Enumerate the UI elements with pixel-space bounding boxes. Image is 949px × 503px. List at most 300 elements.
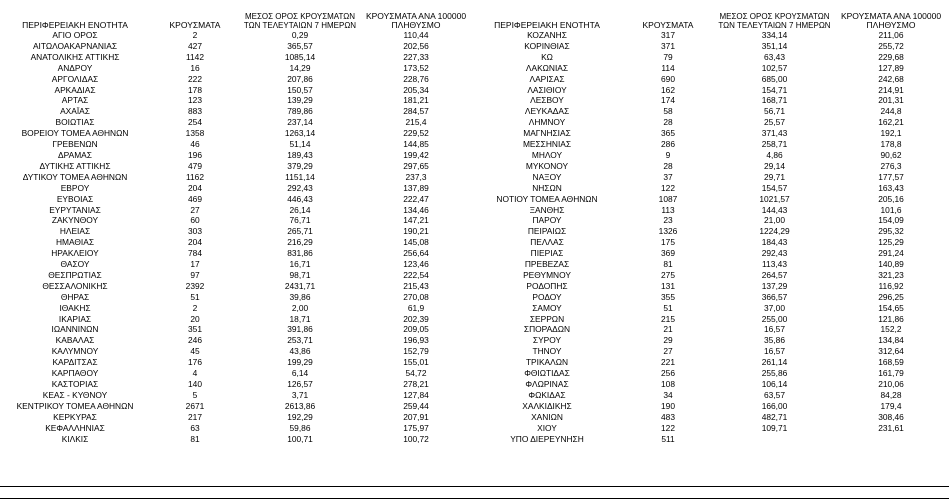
table-row bbox=[472, 248, 947, 259]
header-cases: ΚΡΟΥΣΜΑΤΑ bbox=[169, 20, 221, 30]
table-row bbox=[472, 270, 947, 281]
cell-cases: 1358 bbox=[185, 128, 205, 139]
cell-avg-7-days: 189,43 bbox=[287, 149, 313, 160]
cell-avg-7-days: 264,57 bbox=[761, 269, 788, 280]
table-row bbox=[0, 368, 472, 379]
cell-region: ΘΑΣΟΥ bbox=[60, 259, 90, 270]
cell-per-100k: 222,47 bbox=[403, 193, 429, 204]
cell-per-100k: 154,65 bbox=[878, 302, 904, 313]
table-row bbox=[0, 401, 472, 412]
cell-region: ΠΑΡΟΥ bbox=[532, 215, 562, 226]
cell-per-100k: 215,43 bbox=[403, 280, 429, 291]
table-row bbox=[472, 357, 947, 368]
cell-cases: 286 bbox=[661, 139, 675, 150]
cell-cases: 4 bbox=[192, 368, 198, 379]
cell-per-100k: 270,08 bbox=[403, 291, 429, 302]
cell-region: ΦΘΙΩΤΙΔΑΣ bbox=[524, 368, 570, 379]
cell-cases: 355 bbox=[661, 291, 675, 302]
cell-cases: 365 bbox=[661, 128, 675, 139]
cell-per-100k: 210,06 bbox=[878, 379, 904, 389]
cell-cases: 351 bbox=[188, 324, 202, 335]
table-row bbox=[0, 335, 472, 346]
cell-region: ΣΥΡΟΥ bbox=[532, 335, 562, 346]
cell-per-100k: 54,72 bbox=[405, 368, 427, 379]
cell-avg-7-days: 35,86 bbox=[764, 335, 785, 346]
cell-per-100k: 201,31 bbox=[878, 95, 904, 106]
cell-per-100k: 255,72 bbox=[878, 40, 904, 51]
cell-region: ΜΗΛΟΥ bbox=[531, 149, 563, 160]
table-row bbox=[0, 95, 472, 106]
table-row bbox=[472, 74, 947, 85]
cell-region: ΔΥΤΙΚΗΣ ΑΤΤΙΚΗΣ bbox=[39, 160, 111, 171]
cell-cases: 176 bbox=[188, 357, 202, 368]
table-row bbox=[0, 346, 472, 357]
cell-avg-7-days: 137,29 bbox=[761, 280, 788, 291]
cell-per-100k: 214,91 bbox=[878, 84, 904, 95]
cell-avg-7-days: 1263,14 bbox=[284, 128, 316, 139]
cell-region: ΛΗΜΝΟΥ bbox=[528, 117, 566, 128]
cell-cases: 45 bbox=[190, 346, 200, 357]
table-row bbox=[0, 85, 472, 96]
cell-cases: 5 bbox=[192, 389, 198, 400]
cell-region: ΧΙΟΥ bbox=[537, 422, 557, 433]
cell-region: ΖΑΚΥΝΘΟΥ bbox=[51, 215, 99, 226]
cell-region: ΑΡΓΟΛΙΔΑΣ bbox=[51, 73, 99, 84]
bottom-rule bbox=[0, 498, 949, 499]
cell-per-100k: 237,3 bbox=[405, 171, 427, 182]
cell-per-100k: 147,21 bbox=[403, 215, 429, 226]
cell-region: ΜΑΓΝΗΣΙΑΣ bbox=[523, 128, 571, 139]
cell-region: ΑΡΤΑΣ bbox=[61, 95, 89, 106]
right-table-section bbox=[472, 4, 947, 444]
cell-cases: 60 bbox=[190, 215, 200, 226]
table-row bbox=[0, 205, 472, 216]
cell-cases: 483 bbox=[661, 411, 675, 422]
cell-cases: 256 bbox=[661, 368, 675, 379]
cell-per-100k: 308,46 bbox=[878, 411, 904, 422]
cell-region: ΠΡΕΒΕΖΑΣ bbox=[524, 259, 570, 270]
table-row bbox=[0, 270, 472, 281]
cell-cases: 17 bbox=[190, 259, 200, 270]
cell-per-100k: 145,08 bbox=[403, 237, 429, 248]
cell-avg-7-days: 98,71 bbox=[289, 269, 311, 280]
table-row bbox=[0, 41, 472, 52]
table-row bbox=[472, 390, 947, 401]
cell-per-100k: 295,32 bbox=[878, 226, 904, 237]
cell-region: ΕΒΡΟΥ bbox=[60, 182, 90, 193]
cell-cases: 2 bbox=[192, 30, 198, 40]
cell-region: ΛΑΡΙΣΑΣ bbox=[529, 73, 565, 84]
cell-cases: 217 bbox=[188, 411, 202, 422]
table-row bbox=[0, 303, 472, 314]
cell-avg-7-days: 446,43 bbox=[287, 193, 313, 204]
cell-avg-7-days: 685,00 bbox=[761, 73, 788, 84]
cell-avg-7-days: 292,43 bbox=[287, 182, 313, 193]
cell-avg-7-days: 25,57 bbox=[764, 117, 785, 128]
cell-region: ΚΕΑΣ - ΚΥΘΝΟΥ bbox=[42, 389, 108, 400]
cell-cases: 1087 bbox=[658, 193, 678, 204]
cell-per-100k: 163,43 bbox=[878, 182, 904, 193]
cell-cases: 275 bbox=[661, 269, 675, 280]
table-row bbox=[472, 139, 947, 150]
cell-region: ΝΟΤΙΟΥ ΤΟΜΕΑ ΑΘΗΝΩΝ bbox=[496, 193, 598, 204]
cell-region: ΝΗΣΩΝ bbox=[532, 182, 562, 193]
table-row bbox=[472, 401, 947, 412]
table-row bbox=[472, 237, 947, 248]
cell-cases: 190 bbox=[661, 400, 675, 411]
table-row bbox=[0, 63, 472, 74]
table-row bbox=[472, 226, 947, 237]
cell-region: ΛΑΚΩΝΙΑΣ bbox=[525, 62, 569, 73]
cell-per-100k: 291,24 bbox=[878, 248, 904, 259]
cell-per-100k: 192,1 bbox=[880, 128, 902, 139]
cell-cases: 317 bbox=[661, 30, 675, 40]
cell-cases: 196 bbox=[188, 149, 202, 160]
cell-per-100k: 244,8 bbox=[880, 106, 902, 117]
table-row bbox=[0, 172, 472, 183]
cell-avg-7-days: 139,29 bbox=[287, 95, 313, 106]
cell-region: ΗΜΑΘΙΑΣ bbox=[55, 237, 95, 248]
cell-avg-7-days: 168,71 bbox=[761, 95, 788, 106]
cell-per-100k: 121,86 bbox=[878, 313, 904, 324]
cell-avg-7-days: 154,57 bbox=[761, 182, 788, 193]
cell-avg-7-days: 391,86 bbox=[287, 324, 313, 335]
left-table-section bbox=[0, 4, 472, 444]
cell-avg-7-days: 166,00 bbox=[761, 400, 788, 411]
cell-cases: 511 bbox=[661, 433, 675, 444]
cell-region: ΑΝΑΤΟΛΙΚΗΣ ΑΤΤΙΚΗΣ bbox=[30, 51, 120, 62]
table-row bbox=[472, 172, 947, 183]
table-row bbox=[0, 390, 472, 401]
cell-cases: 175 bbox=[661, 237, 675, 248]
cell-region: ΡΟΔΟΥ bbox=[532, 291, 562, 302]
header-region: ΠΕΡΙΦΕΡΕΙΑΚΗ ΕΝΟΤΗΤΑ bbox=[494, 20, 600, 30]
header-cases: ΚΡΟΥΣΜΑΤΑ bbox=[642, 20, 694, 30]
table-row bbox=[0, 434, 472, 445]
cell-avg-7-days: 29,71 bbox=[764, 171, 785, 182]
cell-region: ΠΙΕΡΙΑΣ bbox=[530, 248, 564, 259]
table-row bbox=[472, 324, 947, 335]
cell-avg-7-days: 216,29 bbox=[287, 237, 313, 248]
cell-avg-7-days: 37,00 bbox=[764, 302, 785, 313]
table-row bbox=[0, 237, 472, 248]
cell-per-100k: 84,28 bbox=[880, 389, 902, 400]
header-avg-7-days: ΜΕΣΟΣ ΟΡΟΣ ΚΡΟΥΣΜΑΤΩΝ ΤΩΝ ΤΕΛΕΥΤΑΙΩΝ 7 ΗΜΕΡΩΝ bbox=[718, 12, 831, 30]
cell-per-100k: 284,57 bbox=[403, 106, 429, 117]
table-row bbox=[0, 379, 472, 390]
cell-region: ΦΩΚΙΔΑΣ bbox=[528, 389, 566, 400]
cell-per-100k: 168,59 bbox=[878, 357, 904, 368]
cell-region: ΚΑΛΥΜΝΟΥ bbox=[51, 346, 99, 357]
cell-avg-7-days: 199,29 bbox=[287, 357, 313, 368]
cell-avg-7-days bbox=[714, 434, 835, 445]
cell-region: ΣΑΜΟΥ bbox=[532, 302, 562, 313]
cell-region: ΙΩΑΝΝΙΝΩΝ bbox=[51, 324, 99, 335]
table-row bbox=[472, 41, 947, 52]
cell-avg-7-days: 6,14 bbox=[291, 368, 309, 379]
table-row bbox=[0, 194, 472, 205]
cell-avg-7-days: 16,71 bbox=[289, 259, 311, 270]
table-row bbox=[472, 52, 947, 63]
cell-per-100k: 229,52 bbox=[403, 128, 429, 139]
cell-avg-7-days: 39,86 bbox=[289, 291, 311, 302]
cell-avg-7-days: 255,00 bbox=[761, 313, 788, 324]
cell-avg-7-days: 154,71 bbox=[761, 84, 788, 95]
table-row bbox=[0, 324, 472, 335]
table-row bbox=[0, 139, 472, 150]
cell-per-100k: 137,89 bbox=[403, 182, 429, 193]
cell-per-100k: 127,89 bbox=[878, 62, 904, 73]
cell-region: ΚΑΡΔΙΤΣΑΣ bbox=[52, 357, 98, 368]
cell-region: ΚΙΛΚΙΣ bbox=[61, 433, 89, 444]
cell-per-100k: 207,91 bbox=[403, 411, 429, 422]
cell-avg-7-days: 255,86 bbox=[761, 368, 788, 379]
cell-region: ΚΑΣΤΟΡΙΑΣ bbox=[51, 379, 99, 389]
cell-avg-7-days: 51,14 bbox=[289, 139, 311, 150]
table-row bbox=[0, 248, 472, 259]
right-table-body bbox=[472, 30, 947, 444]
table-row bbox=[472, 215, 947, 226]
table-row bbox=[472, 412, 947, 423]
cell-region: ΒΟΙΩΤΙΑΣ bbox=[55, 117, 95, 128]
cell-per-100k: 321,23 bbox=[878, 269, 904, 280]
table-row bbox=[472, 423, 947, 434]
cell-region: ΚΟΖΑΝΗΣ bbox=[527, 30, 567, 40]
cell-region: ΕΥΡΥΤΑΝΙΑΣ bbox=[49, 204, 101, 215]
cell-region: ΑΧΑΪΑΣ bbox=[60, 106, 90, 117]
cell-per-100k bbox=[835, 434, 947, 445]
cell-region: ΑΝΔΡΟΥ bbox=[57, 62, 93, 73]
cell-cases: 1162 bbox=[185, 171, 204, 182]
table-row bbox=[472, 85, 947, 96]
cell-avg-7-days: 2,00 bbox=[291, 302, 309, 313]
cell-per-100k: 228,76 bbox=[403, 73, 429, 84]
cell-cases: 2671 bbox=[185, 400, 205, 411]
cell-avg-7-days: 100,71 bbox=[287, 433, 313, 444]
cell-avg-7-days: 16,57 bbox=[764, 346, 785, 357]
cell-cases: 140 bbox=[188, 379, 202, 389]
cell-region: ΡΟΔΟΠΗΣ bbox=[526, 280, 568, 291]
cell-cases: 2 bbox=[192, 302, 198, 313]
cell-cases: 1326 bbox=[658, 226, 678, 237]
cell-per-100k: 123,46 bbox=[403, 259, 429, 270]
cell-avg-7-days: 265,71 bbox=[287, 226, 313, 237]
cell-cases: 122 bbox=[661, 182, 675, 193]
cell-cases: 2392 bbox=[185, 280, 205, 291]
cell-per-100k: 190,21 bbox=[403, 226, 429, 237]
table-row bbox=[472, 335, 947, 346]
cell-per-100k: 179,4 bbox=[880, 400, 902, 411]
header-region: ΠΕΡΙΦΕΡΕΙΑΚΗ ΕΝΟΤΗΤΑ bbox=[22, 20, 128, 30]
cell-cases: 883 bbox=[188, 106, 202, 117]
cell-cases: 46 bbox=[190, 139, 200, 150]
cell-cases: 113 bbox=[661, 204, 675, 215]
table-row bbox=[0, 281, 472, 292]
cell-avg-7-days: 4,86 bbox=[766, 149, 783, 160]
cell-cases: 784 bbox=[188, 248, 202, 259]
cell-per-100k: 173,52 bbox=[403, 62, 429, 73]
table-row bbox=[0, 183, 472, 194]
cell-per-100k: 134,84 bbox=[878, 335, 904, 346]
cell-avg-7-days: 1021,57 bbox=[759, 193, 790, 204]
table-row bbox=[472, 314, 947, 325]
cell-cases: 34 bbox=[663, 389, 673, 400]
cell-per-100k: 215,4 bbox=[405, 117, 427, 128]
cell-region: ΚΑΒΑΛΑΣ bbox=[55, 335, 95, 346]
right-header-row bbox=[472, 4, 947, 30]
cell-per-100k: 152,2 bbox=[880, 324, 902, 335]
cell-per-100k: 101,6 bbox=[880, 204, 902, 215]
cell-per-100k: 196,93 bbox=[403, 335, 429, 346]
cell-per-100k: 202,56 bbox=[403, 40, 429, 51]
cell-per-100k: 155,01 bbox=[403, 357, 429, 368]
cell-region: ΛΕΥΚΑΔΑΣ bbox=[524, 106, 570, 117]
cell-cases: 479 bbox=[188, 160, 202, 171]
cell-avg-7-days: 43,86 bbox=[289, 346, 311, 357]
cell-cases: 51 bbox=[190, 291, 200, 302]
cell-cases: 21 bbox=[663, 324, 673, 335]
cell-cases: 97 bbox=[190, 269, 200, 280]
cell-cases: 303 bbox=[188, 226, 202, 237]
table-row bbox=[472, 368, 947, 379]
cell-avg-7-days: 365,57 bbox=[287, 40, 313, 51]
cell-cases: 204 bbox=[188, 237, 202, 248]
cell-cases: 246 bbox=[188, 335, 202, 346]
cell-avg-7-days: 2431,71 bbox=[284, 280, 316, 291]
cell-cases: 63 bbox=[190, 422, 200, 433]
cell-avg-7-days: 371,43 bbox=[761, 128, 788, 139]
cell-avg-7-days: 207,86 bbox=[287, 73, 313, 84]
table-row bbox=[472, 117, 947, 128]
cell-region: ΗΡΑΚΛΕΙΟΥ bbox=[51, 248, 99, 259]
table-row bbox=[0, 314, 472, 325]
cell-avg-7-days: 1085,14 bbox=[284, 51, 316, 62]
cell-cases: 469 bbox=[188, 193, 202, 204]
cell-region: ΡΕΘΥΜΝΟΥ bbox=[523, 269, 571, 280]
cell-avg-7-days: 831,86 bbox=[287, 248, 313, 259]
cell-region: ΧΑΛΚΙΔΙΚΗΣ bbox=[522, 400, 572, 411]
table-row bbox=[472, 128, 947, 139]
cell-avg-7-days: 351,14 bbox=[761, 40, 788, 51]
cell-avg-7-days: 106,14 bbox=[761, 379, 788, 389]
cell-avg-7-days: 379,29 bbox=[287, 160, 313, 171]
cell-region: ΠΕΙΡΑΙΩΣ bbox=[527, 226, 567, 237]
cell-avg-7-days: 253,71 bbox=[287, 335, 313, 346]
cell-region: ΘΕΣΠΡΩΤΙΑΣ bbox=[48, 269, 102, 280]
cell-region: ΣΠΟΡΑΔΩΝ bbox=[523, 324, 571, 335]
table-row bbox=[0, 74, 472, 85]
cell-per-100k: 116,92 bbox=[878, 280, 904, 291]
cell-region: ΑΡΚΑΔΙΑΣ bbox=[54, 84, 96, 95]
cell-cases: 9 bbox=[665, 149, 671, 160]
cell-avg-7-days: 21,00 bbox=[764, 215, 785, 226]
cell-per-100k: 202,39 bbox=[403, 313, 429, 324]
cell-region: ΥΠΟ ΔΙΕΡΕΥΝΗΣΗ bbox=[510, 433, 584, 444]
cell-avg-7-days: 1151,14 bbox=[285, 171, 315, 182]
cell-per-100k: 177,57 bbox=[878, 171, 904, 182]
table-row bbox=[472, 281, 947, 292]
cell-avg-7-days: 76,71 bbox=[289, 215, 311, 226]
cell-cases: 215 bbox=[661, 313, 675, 324]
cell-cases: 29 bbox=[663, 335, 673, 346]
cell-region: ΜΕΣΣΗΝΙΑΣ bbox=[522, 139, 572, 150]
header-per-100k: ΚΡΟΥΣΜΑΤΑ ΑΝΑ 100000 ΠΛΗΘΥΣΜΟ bbox=[365, 11, 467, 30]
cell-cases: 221 bbox=[661, 357, 675, 368]
cell-region: ΛΕΣΒΟΥ bbox=[530, 95, 564, 106]
cell-per-100k: 222,54 bbox=[403, 269, 429, 280]
cell-avg-7-days: 16,57 bbox=[764, 324, 785, 335]
cell-per-100k: 175,97 bbox=[403, 422, 429, 433]
cell-cases: 114 bbox=[661, 62, 675, 73]
cell-region: ΑΓΙΟ ΟΡΟΣ bbox=[52, 30, 98, 40]
cell-avg-7-days: 14,29 bbox=[289, 62, 311, 73]
cell-cases: 28 bbox=[663, 160, 673, 171]
cell-avg-7-days: 18,71 bbox=[289, 313, 311, 324]
cell-per-100k: 211,06 bbox=[878, 30, 904, 40]
cell-avg-7-days: 261,14 bbox=[761, 357, 788, 368]
cell-region: ΕΥΒΟΙΑΣ bbox=[56, 193, 94, 204]
cell-region: ΘΗΡΑΣ bbox=[60, 291, 90, 302]
cell-cases: 79 bbox=[663, 51, 673, 62]
cell-region: ΚΑΡΠΑΘΟΥ bbox=[51, 368, 99, 379]
cell-avg-7-days: 366,57 bbox=[761, 291, 788, 302]
cell-per-100k: 231,61 bbox=[878, 422, 904, 433]
cell-region: ΗΛΕΙΑΣ bbox=[59, 226, 91, 237]
table-row bbox=[472, 434, 947, 445]
cell-cases: 369 bbox=[661, 248, 675, 259]
table-row bbox=[472, 63, 947, 74]
table-row bbox=[0, 423, 472, 434]
cell-per-100k: 90,62 bbox=[880, 149, 902, 160]
table-row bbox=[472, 183, 947, 194]
cell-per-100k: 144,85 bbox=[403, 139, 429, 150]
cell-per-100k: 162,21 bbox=[878, 117, 904, 128]
cell-per-100k: 140,89 bbox=[878, 259, 904, 270]
cell-avg-7-days: 63,57 bbox=[764, 389, 785, 400]
cell-avg-7-days: 334,14 bbox=[761, 30, 788, 40]
cell-per-100k: 259,44 bbox=[403, 400, 429, 411]
cell-avg-7-days: 29,14 bbox=[764, 160, 785, 171]
cell-cases: 81 bbox=[190, 433, 200, 444]
cell-avg-7-days: 113,43 bbox=[762, 259, 787, 270]
table-row bbox=[0, 150, 472, 161]
cell-avg-7-days: 258,71 bbox=[761, 139, 788, 150]
left-table-body bbox=[0, 30, 472, 444]
cell-cases: 222 bbox=[188, 73, 202, 84]
cell-per-100k: 110,44 bbox=[403, 30, 429, 40]
cell-region: ΑΙΤΩΛΟΑΚΑΡΝΑΝΙΑΣ bbox=[32, 40, 118, 51]
cell-region: ΣΕΡΡΩΝ bbox=[529, 313, 565, 324]
cell-per-100k: 154,09 bbox=[878, 215, 904, 226]
cell-cases: 122 bbox=[661, 422, 675, 433]
cell-per-100k: 181,21 bbox=[403, 95, 429, 106]
cell-avg-7-days: 144,43 bbox=[761, 204, 788, 215]
cell-per-100k: 278,21 bbox=[403, 379, 429, 389]
left-header-row bbox=[0, 4, 472, 30]
cell-cases: 174 bbox=[661, 95, 675, 106]
table-row bbox=[472, 30, 947, 41]
cell-per-100k: 152,79 bbox=[403, 346, 429, 357]
table-row bbox=[472, 205, 947, 216]
cell-per-100k: 134,46 bbox=[403, 204, 429, 215]
cell-per-100k: 127,84 bbox=[403, 389, 429, 400]
cell-cases: 51 bbox=[663, 302, 673, 313]
cell-avg-7-days: 63,43 bbox=[764, 51, 785, 62]
cell-region: ΝΑΞΟΥ bbox=[532, 171, 562, 182]
table-row bbox=[0, 412, 472, 423]
table-row bbox=[472, 303, 947, 314]
cell-region: ΚΟΡΙΝΘΙΑΣ bbox=[524, 40, 570, 51]
